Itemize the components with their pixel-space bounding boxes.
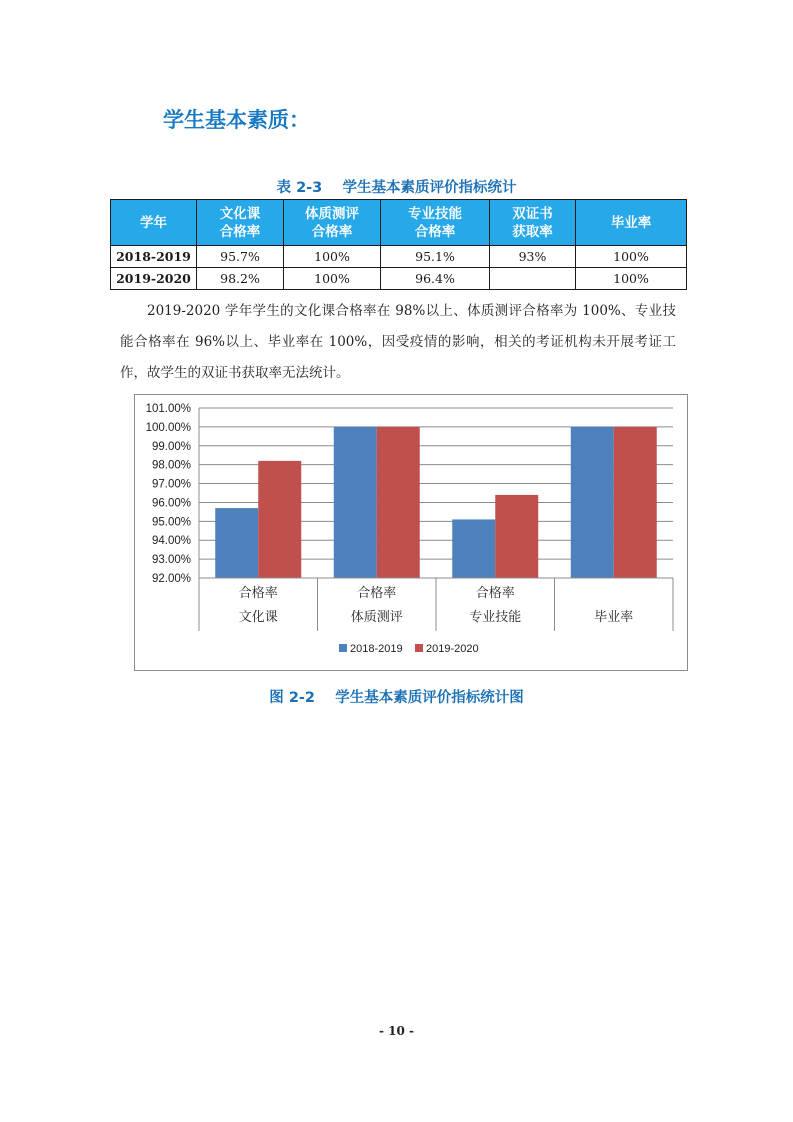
header-cell: 专业技能 合格率 [381, 200, 490, 246]
header-cell: 毕业率 [576, 200, 687, 246]
header-cell: 体质测评 合格率 [284, 200, 381, 246]
bar-2018-2019 [571, 427, 614, 578]
legend-swatch [339, 644, 347, 652]
bar-2019-2020 [495, 495, 538, 578]
y-tick-label: 101.00% [145, 403, 191, 415]
x-category-label: 文化课 [238, 609, 278, 624]
legend-label: 2018-2019 [350, 643, 403, 655]
table-cell: 95.1% [381, 246, 490, 268]
bar-2018-2019 [452, 519, 495, 578]
table-cell: 2018-2019 [111, 246, 197, 268]
x-category-label: 专业技能 [469, 609, 522, 624]
bar-2019-2020 [614, 427, 657, 578]
y-tick-label: 96.00% [151, 497, 191, 510]
x-category-label: 合格率 [475, 585, 515, 600]
table-cell: 100% [284, 246, 381, 268]
chart-canvas [135, 395, 687, 670]
y-tick-label: 92.00% [151, 573, 191, 585]
body-paragraph: 2019-2020 学年学生的文化课合格率在 98%以上、体质测评合格率为 100%、专业技能合格率在 96%以上、毕业率在 100%，因受疫情的影响，相关的考证机构未开展考证工作，故学生的双证书获取率无法统计。 [120, 303, 676, 381]
legend-swatch [415, 644, 423, 652]
table-caption: 表 2-3 学生基本素质评价指标统计 [276, 180, 517, 196]
section-heading: 学生基本素质： [163, 108, 310, 132]
x-category-label: 毕业率 [594, 609, 634, 624]
header-cell: 文化课 合格率 [197, 200, 284, 246]
x-category-label: 合格率 [357, 585, 397, 600]
table-cell: 95.7% [197, 246, 284, 268]
x-category-label: 体质测评 [350, 609, 403, 624]
y-tick-label: 94.00% [151, 535, 191, 548]
bar-2018-2019 [334, 427, 377, 578]
figure-caption: 图 2-2 学生基本素质评价指标统计图 [269, 690, 524, 706]
table-row [111, 246, 687, 268]
y-tick-label: 95.00% [151, 516, 191, 529]
header-cell: 双证书 获取率 [490, 200, 576, 246]
legend-label: 2019-2020 [426, 643, 479, 655]
y-tick-label: 99.00% [151, 440, 191, 453]
table-header-row [111, 200, 687, 246]
header-cell: 学年 [111, 200, 197, 246]
table-cell: 98.2% [197, 268, 284, 290]
bar-2019-2020 [258, 461, 301, 578]
table-row [111, 268, 687, 290]
table-cell: 93% [490, 246, 576, 268]
page-number: - 10 - [378, 1024, 414, 1038]
bar-2018-2019 [215, 508, 258, 578]
x-category-label: 合格率 [238, 585, 278, 600]
y-tick-label: 97.00% [151, 478, 191, 491]
table-cell: 100% [576, 268, 687, 290]
table-cell: 96.4% [381, 268, 490, 290]
bar-2019-2020 [377, 427, 420, 578]
y-tick-label: 93.00% [151, 554, 191, 567]
table-cell: 100% [284, 268, 381, 290]
table-cell [490, 268, 576, 290]
table-cell: 2019-2020 [111, 268, 197, 290]
y-tick-label: 100.00% [145, 421, 191, 434]
y-tick-label: 98.00% [151, 459, 191, 472]
table-cell: 100% [576, 246, 687, 268]
stats-table [110, 199, 687, 290]
bar-chart [134, 394, 688, 671]
